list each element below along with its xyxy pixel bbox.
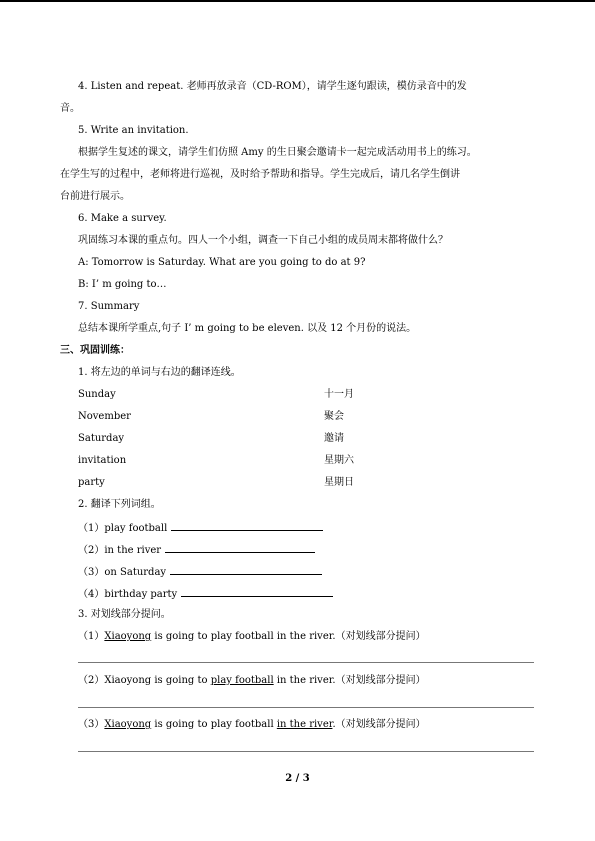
q3-title: 3. 对划线部分提问。 [78,609,171,620]
phrase-item [78,564,322,580]
q3-text: （3） [78,719,105,730]
answer-blank[interactable] [171,520,323,531]
match-left-word: Sunday [78,389,116,400]
match-right-word: 邀请 [324,433,344,444]
step7-line1: 总结本课所学重点,句子 I’ m going to be eleven. 以及 12 个月份的说法。 [78,323,417,334]
match-left-word: invitation [78,455,127,466]
answer-line[interactable] [78,707,534,708]
step6-line1: 巩固练习本课的重点句。四人一个小组，调查一下自己小组的成员周末都将做什么？ [78,235,448,246]
match-left-word: November [78,411,131,422]
phrase-text: （4）birthday party [78,589,178,600]
q3-text: is going to play football in the river. [151,631,336,642]
q3-text: （2）Xiaoyong is going to [78,675,211,686]
match-right-word: 十一月 [324,389,354,400]
top-rule [0,0,595,2]
q3-text: is going to play football [151,719,277,730]
answer-blank[interactable] [165,542,315,553]
phrase-item [78,586,333,602]
q3-item [78,718,426,732]
step5-line1: 根据学生复述的课文，请学生们仿照 Amy 的生日聚会邀请卡一起完成活动用书上的练习。 [78,147,477,158]
q2-title: 2. 翻译下列词组。 [78,499,161,510]
phrase-text: （1）play football [78,523,168,534]
q3-text: . [332,719,336,730]
answer-blank[interactable] [170,564,322,575]
step4-line2: 音。 [60,103,80,114]
step6-title: 6. Make a survey. [78,213,167,224]
q3-hint: （对划线部分提问） [335,631,426,642]
match-left-word: Saturday [78,433,125,444]
page-number: 2 / 3 [285,773,310,784]
underlined-part: Xiaoyong [104,631,152,642]
answer-blank[interactable] [181,586,333,597]
step7-title: 7. Summary [78,301,140,312]
section3-heading: 三、巩固训练： [60,345,130,356]
q3-item [78,630,426,644]
answer-line[interactable] [78,662,534,663]
step6-dialogue-a: A: Tomorrow is Saturday. What are you going to do at 9? [78,257,366,268]
step6-dialogue-b: B: I’ m going to… [78,279,167,290]
underlined-part: play football [210,675,274,686]
q3-item [78,674,426,688]
match-right-word: 星期日 [324,477,354,488]
q3-hint: （对划线部分提问） [335,719,426,730]
phrase-item [78,542,315,558]
step5-title: 5. Write an invitation. [78,125,189,136]
phrase-item [78,520,323,536]
step4-line1: 4. Listen and repeat. 老师再放录音（CD-ROM），请学生逐句跟读，模仿录音中的发 [78,81,467,92]
phrase-text: （3）on Saturday [78,567,167,578]
q3-hint: （对划线部分提问） [335,675,426,686]
match-right-word: 星期六 [324,455,354,466]
match-left-word: party [78,477,105,488]
q3-text: in the river. [273,675,336,686]
step5-line2: 在学生写的过程中，老师将进行巡视，及时给予帮助和指导。学生完成后，请几名学生倒讲 [60,169,460,180]
step5-line3: 台前进行展示。 [60,191,130,202]
answer-line[interactable] [78,751,534,752]
phrase-text: （2）in the river [78,545,162,556]
q3-text: （1） [78,631,105,642]
underlined-part: in the river [276,719,333,730]
underlined-part: Xiaoyong [104,719,152,730]
q1-title: 1. 将左边的单词与右边的翻译连线。 [78,367,241,378]
match-right-word: 聚会 [324,411,344,422]
